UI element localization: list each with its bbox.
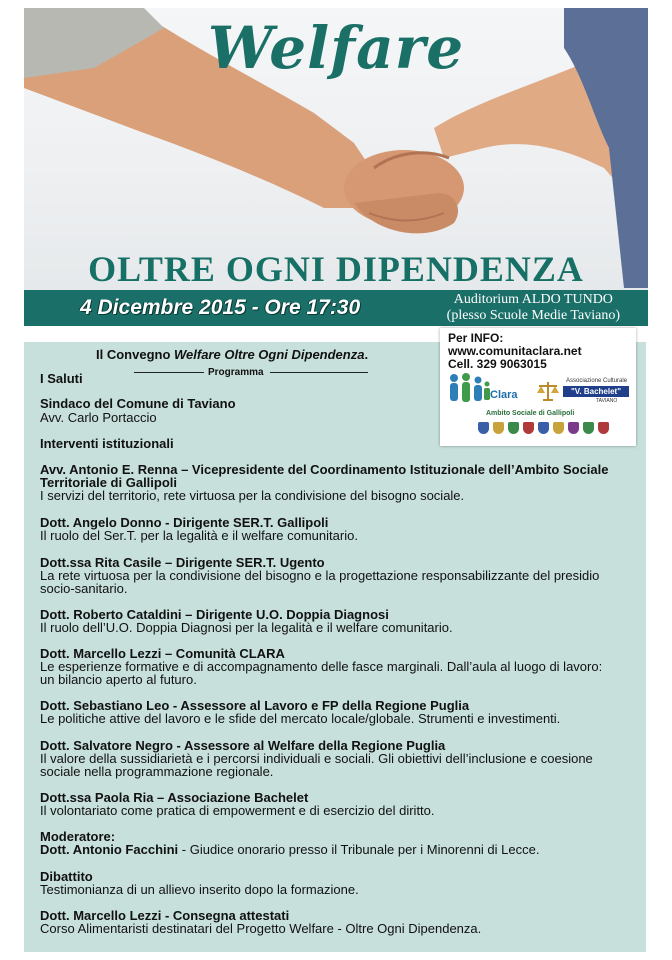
renna-desc: I servizi del territorio, rete virtuosa per la condivisione del bisogno sociale. [40, 488, 465, 503]
assoc-label: Associazione Culturale [566, 378, 628, 384]
clara-logo-text: Clara [490, 389, 518, 401]
lezzi-desc-line2: un bilancio aperto al futuro. [40, 672, 197, 687]
crest-icon [538, 422, 549, 434]
municipal-crests [478, 421, 613, 439]
facchini-role: - Giudice onorario presso il Tribunale per i Minorenni di Lecce. [178, 842, 540, 857]
moderatore-line [40, 843, 539, 857]
lezzi-desc-line1: Le esperienze formative e di accompagnamento delle fasce marginali. Dall’aula al luogo di lavoro: [40, 659, 603, 674]
ria-desc: Il volontariato come pratica di empowerment e di esercizio del diritto. [40, 803, 435, 818]
programma-rule-left [134, 372, 204, 373]
negro-desc-line2: sociale nella programmazione regionale. [40, 764, 274, 779]
info-title: Per INFO: [448, 331, 504, 345]
crest-icon [553, 422, 564, 434]
moderatore-label: Moderatore: [40, 829, 116, 844]
negro-desc-line1: Il valore della sussidiarietà e i percorsi individuali e sociali. Gli obiettivi dell’inclusione e coesione [40, 751, 593, 766]
event-date: 4 Dicembre 2015 - Ore 17:30 [80, 296, 361, 319]
crest-icon [568, 422, 579, 434]
crest-icon [508, 422, 519, 434]
programma-label: Programma [208, 367, 264, 378]
hero-image [24, 8, 648, 290]
lezzi-title: Dott. Marcello Lezzi – Comunità CLARA [40, 646, 285, 661]
negro-title: Dott. Salvatore Negro - Assessore al Welfare della Regione Puglia [40, 738, 446, 753]
leo-desc: Le politiche attive del lavoro e le sfide del mercato locale/globale. Strumenti e investimenti. [40, 711, 561, 726]
dibattito-title: Dibattito [40, 869, 93, 884]
info-box [440, 328, 636, 446]
attestati-desc: Corso Alimentaristi destinatari del Progetto Welfare - Oltre Ogni Dipendenza. [40, 921, 482, 936]
facchini-name: Dott. Antonio Facchini [40, 842, 179, 857]
info-website-link[interactable]: www.comunitaclara.net [448, 344, 582, 358]
casile-desc-line2: socio-sanitario. [40, 581, 128, 596]
assoc-town: TAVIANO [596, 398, 618, 404]
casile-desc-line1: La rete virtuosa per la condivisione del bisogno e la progettazione responsabilizzante del presidio [40, 568, 600, 583]
hero-subtitle: OLTRE OGNI DIPENDENZA [88, 249, 584, 289]
donno-desc: Il ruolo del Ser.T. per la legalità e il welfare comunitario. [40, 528, 358, 543]
crest-icon [583, 422, 594, 434]
saluti-heading: I Saluti [40, 371, 83, 386]
clara-people-logo-icon [446, 372, 490, 406]
hero-title: Welfare [207, 14, 465, 82]
assoc-name-badge: "V. Bachelet" [563, 386, 629, 397]
intro-title: Welfare Oltre Ogni Dipendenza [174, 347, 365, 362]
crest-icon [523, 422, 534, 434]
ambito-label: Ambito Sociale di Gallipoli [486, 410, 575, 417]
crest-icon [598, 422, 609, 434]
sindaco-name: Avv. Carlo Portaccio [40, 410, 157, 425]
interventi-heading: Interventi istituzionali [40, 436, 174, 451]
cataldini-title: Dott. Roberto Cataldini – Dirigente U.O. Doppia Diagnosi [40, 607, 389, 622]
crest-icon [493, 422, 504, 434]
date-band [24, 290, 648, 326]
attestati-title: Dott. Marcello Lezzi - Consegna attestati [40, 908, 290, 923]
intro-suffix: . [364, 347, 369, 362]
casile-title: Dott.ssa Rita Casile – Dirigente SER.T. Ugento [40, 555, 325, 570]
leo-title: Dott. Sebastiano Leo - Assessore al Lavoro e FP della Regione Puglia [40, 698, 470, 713]
donno-title: Dott. Angelo Donno - Dirigente SER.T. Gallipoli [40, 515, 329, 530]
venue-name: Auditorium ALDO TUNDO [453, 292, 613, 307]
cataldini-desc: Il ruolo dell’U.O. Doppia Diagnosi per la legalità e il welfare comunitario. [40, 620, 453, 635]
info-phone: Cell. 329 9063015 [448, 357, 547, 371]
programma-rule-right [270, 372, 368, 373]
intro-prefix: Il Convegno [96, 347, 174, 362]
dibattito-desc: Testimonianza di un allievo inserito dopo la formazione. [40, 882, 359, 897]
venue-detail: (plesso Scuole Medie Taviano) [446, 308, 620, 323]
crest-icon [478, 422, 489, 434]
convegno-intro [96, 348, 368, 362]
renna-title-line2: Territoriale di Gallipoli [40, 475, 178, 490]
event-venue [447, 292, 620, 324]
scales-icon [536, 380, 560, 402]
renna-title-line1: Avv. Antonio E. Renna – Vicepresidente del Coordinamento Istituzionale dell’Ambito Sociale [40, 462, 609, 477]
ria-title: Dott.ssa Paola Ria – Associazione Bachelet [40, 790, 309, 805]
sindaco-title: Sindaco del Comune di Taviano [40, 396, 236, 411]
